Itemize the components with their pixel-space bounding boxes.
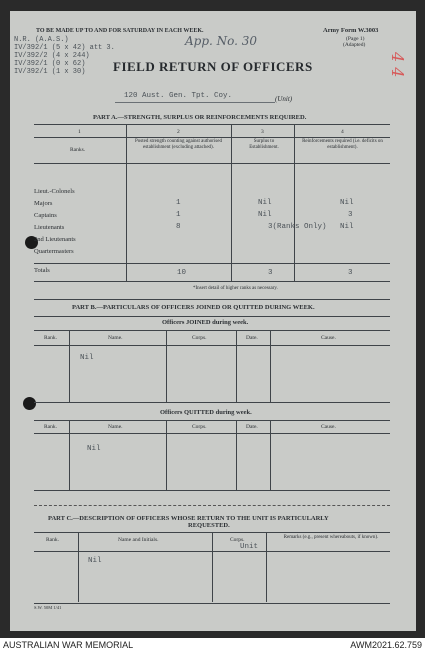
col-number: 2: [177, 129, 180, 135]
col-header: Name.: [108, 335, 123, 341]
margin-code: IV/392/2 (4 x 244): [14, 52, 90, 60]
surplus-value: 3(Ranks Only): [268, 223, 327, 231]
rule: [34, 330, 390, 331]
header-posted: Posted strength counting against authorised establishment (excluding attached).: [135, 139, 222, 150]
handwritten-reference: App. No. 30: [185, 34, 258, 48]
col-divider: [69, 420, 70, 490]
name-entry: Nil: [88, 557, 102, 565]
rule: [34, 316, 390, 317]
margin-code: IV/392/1 (0 x 62): [14, 60, 86, 68]
header-surplus: Surplus to Establishment.: [249, 139, 279, 150]
rule: [34, 299, 390, 300]
col-divider: [231, 124, 232, 281]
col-header: Corps.: [192, 424, 207, 430]
col-header: Corps.: [230, 537, 245, 543]
rule: [34, 420, 390, 421]
form-title: FIELD RETURN OF OFFICERS: [113, 59, 313, 74]
col-header: Name.: [108, 424, 123, 430]
header-reinforcements: Reinforcements required (i.e. deficits on establishment).: [302, 139, 383, 150]
rule: [34, 163, 390, 164]
col-divider: [126, 124, 127, 281]
col-divider: [78, 532, 79, 602]
col-header: Date.: [246, 335, 258, 341]
col-divider: [270, 330, 271, 402]
col-number: 4: [341, 129, 344, 135]
part-c-title-2: REQUESTED.: [188, 522, 230, 529]
punch-hole-lower: [23, 397, 36, 410]
col-divider: [236, 420, 237, 490]
rule: [34, 263, 390, 264]
rule: [34, 603, 390, 604]
col-divider: [166, 420, 167, 490]
corps-entry: Unit: [240, 543, 259, 551]
posted-value: 8: [176, 223, 181, 231]
header-instruction: TO BE MADE UP TO AND FOR SATURDAY IN EACH WEEK.: [36, 28, 204, 34]
margin-code: IV/392/1 (5 x 42) att 3.: [14, 44, 115, 52]
col-header: Rank.: [44, 335, 57, 341]
rule: [34, 345, 390, 346]
footnote: *Insert detail of higher ranks as necessary.: [193, 286, 278, 291]
rank-label: Lieut.-Colonels: [34, 188, 75, 195]
form-adapted: (Adapted): [343, 42, 366, 48]
form-id: Army Form W.3003: [323, 27, 379, 34]
quitted-title: Officers QUITTED during week.: [160, 409, 252, 416]
rank-label: Quartermasters: [34, 248, 74, 255]
rank-label: 2nd Lieutenants: [34, 236, 76, 243]
part-c-title-1: PART C.—DESCRIPTION OF OFFICERS WHOSE RETURN TO THE UNIT IS PARTICULARLY: [48, 515, 329, 522]
rank-label: Majors: [34, 200, 53, 207]
col-divider: [166, 330, 167, 402]
col-header: Corps.: [192, 335, 207, 341]
archive-id: AWM2021.62.759: [350, 640, 422, 650]
rule: [34, 490, 390, 491]
rule: [34, 281, 390, 282]
col-header: Remarks (e.g., present whereabouts, if known).: [283, 535, 379, 540]
rank-label: Lieutenants: [34, 224, 65, 231]
col-divider: [266, 532, 267, 602]
red-handwritten-mark: 4 4: [388, 52, 407, 78]
col-divider: [236, 330, 237, 402]
print-code: S.W. 50M 1/41: [34, 605, 62, 610]
perforation: [34, 505, 390, 507]
reinf-value: 3: [348, 211, 353, 219]
rule: [34, 124, 390, 125]
margin-code: IV/392/1 (1 x 30): [14, 68, 86, 76]
surplus-value: Nil: [258, 199, 272, 207]
archive-footer: [0, 638, 425, 653]
total-reinf: 3: [348, 269, 353, 277]
joined-title: Officers JOINED during week.: [162, 319, 249, 326]
col-number: 1: [78, 129, 81, 135]
totals-label: Totals: [34, 267, 50, 274]
col-header: Rank.: [46, 537, 59, 543]
rule: [34, 402, 390, 403]
unit-underline: [115, 102, 275, 103]
col-divider: [69, 330, 70, 402]
rule: [34, 433, 390, 434]
col-divider: [294, 124, 295, 281]
part-b-title: PART B.—PARTICULARS OF OFFICERS JOINED OR QUITTED DURING WEEK.: [72, 304, 315, 311]
unit-label: (Unit): [275, 95, 293, 103]
col-header: Rank.: [44, 424, 57, 430]
posted-value: 1: [176, 211, 181, 219]
col-header: Date.: [246, 424, 258, 430]
reinf-value: Nil: [340, 223, 354, 231]
col-divider: [212, 532, 213, 602]
header-ranks: Ranks.: [70, 147, 86, 153]
joined-entry: Nil: [80, 354, 94, 362]
margin-code: N.R. (A.A.S.): [14, 36, 69, 44]
archive-name: AUSTRALIAN WAR MEMORIAL: [3, 640, 134, 650]
rule: [34, 137, 390, 138]
col-divider: [270, 420, 271, 490]
posted-value: 1: [176, 199, 181, 207]
form-page: (Page 1): [346, 36, 365, 42]
col-header: Name and Initials.: [118, 537, 159, 543]
surplus-value: Nil: [258, 211, 272, 219]
col-header: Cause.: [321, 335, 336, 341]
unit-value: 120 Aust. Gen. Tpt. Coy.: [124, 92, 233, 100]
part-a-title: PART A.—STRENGTH, SURPLUS OR REINFORCEMENTS REQUIRED.: [93, 114, 307, 121]
rank-label: Captains: [34, 212, 57, 219]
reinf-value: Nil: [340, 199, 354, 207]
total-surplus: 3: [268, 269, 273, 277]
total-posted: 10: [177, 269, 187, 277]
quitted-entry: Nil: [87, 445, 101, 453]
col-number: 3: [261, 129, 264, 135]
col-header: Cause.: [321, 424, 336, 430]
